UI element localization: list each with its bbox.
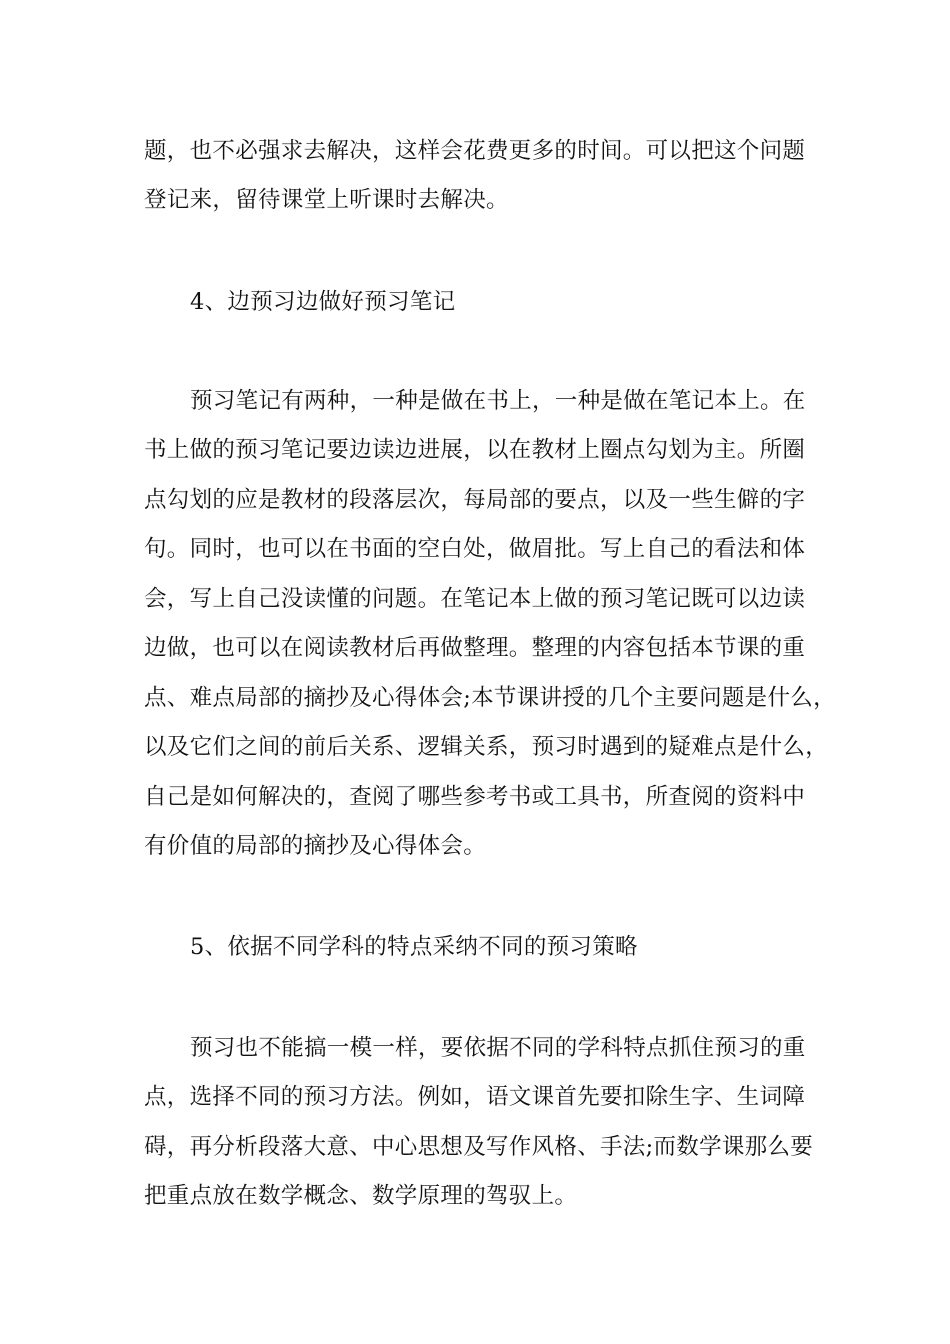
paragraph-line: 点勾划的应是教材的段落层次，每局部的要点，以及一些生僻的字 [144, 487, 806, 513]
paragraph-line: 边做，也可以在阅读教材后再做整理。整理的内容包括本节课的重 [144, 635, 806, 661]
paragraph-line: 书上做的预习笔记要边读边进展，以在教材上圈点勾划为主。所圈 [144, 437, 806, 463]
paragraph-line: 自己是如何解决的，查阅了哪些参考书或工具书，所查阅的资料中 [144, 784, 806, 810]
paragraph-line: 预习笔记有两种，一种是做在书上，一种是做在笔记本上。在 [190, 388, 806, 414]
paragraph-line: 碍，再分析段落大意、中心思想及写作风格、手法;而数学课那么要 [144, 1134, 814, 1160]
paragraph-line: 登记来，留待课堂上听课时去解决。 [144, 187, 509, 213]
section-heading: 4、边预习边做好预习笔记 [190, 289, 456, 315]
paragraph-line: 把重点放在数学概念、数学原理的驾驭上。 [144, 1183, 578, 1209]
paragraph-line: 点，选择不同的预习方法。例如，语文课首先要扣除生字、生词障 [144, 1084, 806, 1110]
paragraph-line: 有价值的局部的摘抄及心得体会。 [144, 833, 487, 859]
paragraph-line: 预习也不能搞一模一样，要依据不同的学科特点抓住预习的重 [190, 1035, 806, 1061]
paragraph-line: 点、难点局部的摘抄及心得体会;本节课讲授的几个主要问题是什么， [144, 685, 836, 711]
paragraph-line: 以及它们之间的前后关系、逻辑关系，预习时遇到的疑难点是什么， [144, 734, 829, 760]
section-heading: 5、依据不同学科的特点采纳不同的预习策略 [190, 934, 638, 960]
paragraph-line: 会，写上自己没读懂的问题。在笔记本上做的预习笔记既可以边读 [144, 586, 806, 612]
paragraph-line: 句。同时，也可以在书面的空白处，做眉批。写上自己的看法和体 [144, 536, 806, 562]
paragraph-line: 题，也不必强求去解决，这样会花费更多的时间。可以把这个问题 [144, 138, 806, 164]
